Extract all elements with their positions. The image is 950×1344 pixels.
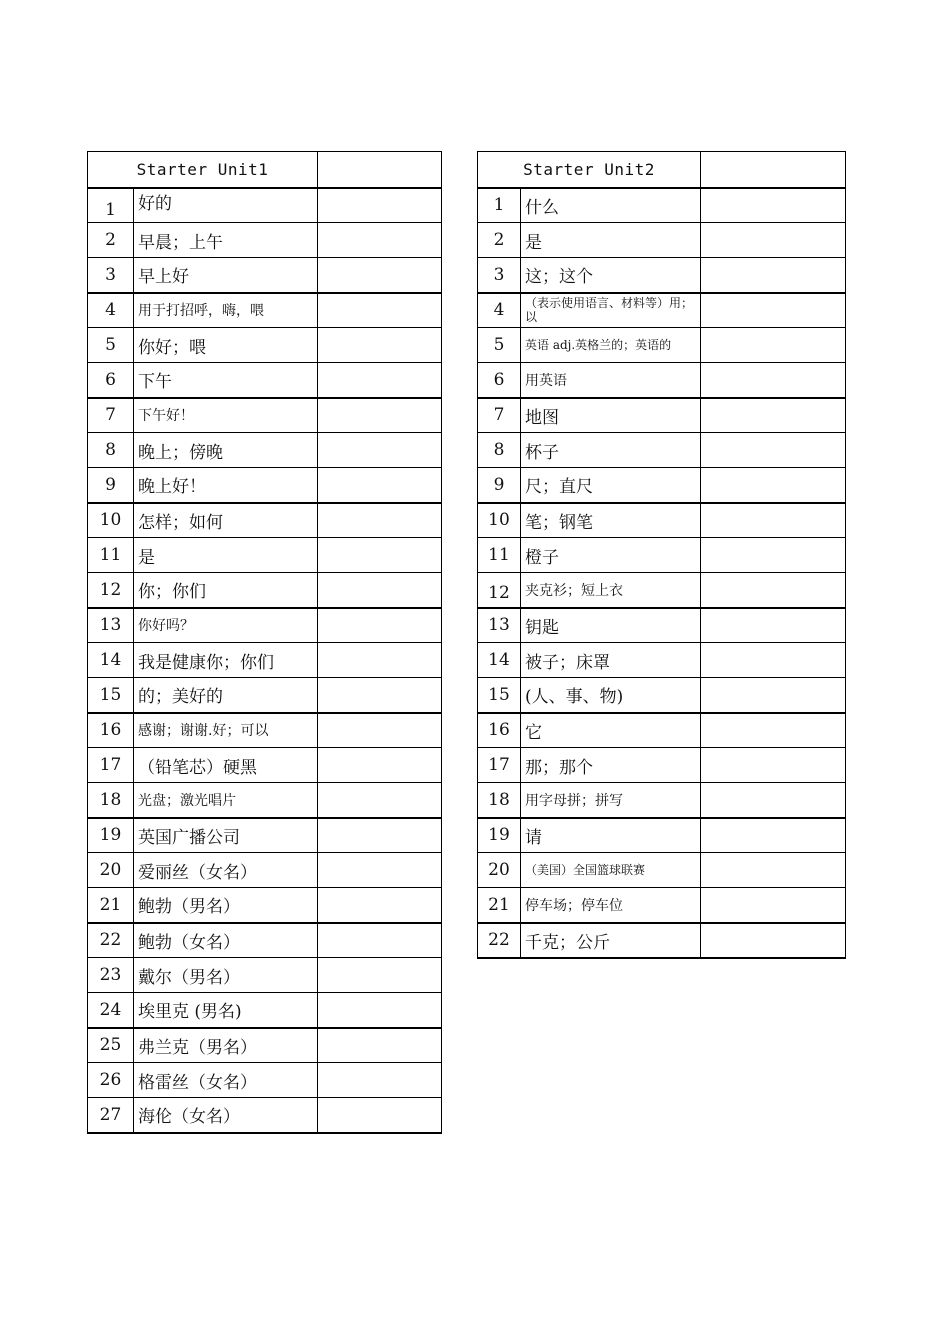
word-meaning: 鲍勃（男名） bbox=[134, 888, 318, 923]
answer-cell[interactable] bbox=[701, 643, 846, 678]
word-meaning: 地图 bbox=[521, 398, 701, 433]
table-row bbox=[88, 433, 442, 468]
table-row bbox=[88, 993, 442, 1028]
row-number: 6 bbox=[478, 363, 521, 398]
row-number: 26 bbox=[88, 1063, 134, 1098]
table-row bbox=[88, 503, 442, 538]
word-meaning: 埃里克 (男名) bbox=[134, 993, 318, 1028]
row-number: 3 bbox=[88, 258, 134, 293]
table-row bbox=[88, 608, 442, 643]
table-header-row bbox=[88, 152, 442, 188]
word-meaning: 你好吗？ bbox=[134, 608, 318, 643]
row-number: 21 bbox=[88, 888, 134, 923]
row-number: 5 bbox=[88, 328, 134, 363]
answer-cell[interactable] bbox=[318, 923, 442, 958]
row-number: 24 bbox=[88, 993, 134, 1028]
answer-cell[interactable] bbox=[318, 293, 442, 328]
table-row bbox=[88, 573, 442, 608]
row-number: 17 bbox=[88, 748, 134, 783]
answer-cell[interactable] bbox=[701, 152, 846, 188]
table-row bbox=[478, 818, 846, 853]
table-row bbox=[478, 923, 846, 958]
answer-cell[interactable] bbox=[318, 713, 442, 748]
unit-title: Starter Unit2 bbox=[478, 152, 701, 188]
word-meaning: 是 bbox=[521, 223, 701, 258]
table-row bbox=[478, 398, 846, 433]
word-meaning: (人、事、物) bbox=[521, 678, 701, 713]
word-meaning: 光盘；激光唱片 bbox=[134, 783, 318, 818]
answer-cell[interactable] bbox=[701, 818, 846, 853]
answer-cell[interactable] bbox=[318, 608, 442, 643]
table-row bbox=[88, 293, 442, 328]
table-row bbox=[478, 888, 846, 923]
row-number: 21 bbox=[478, 888, 521, 923]
row-number: 9 bbox=[88, 468, 134, 503]
row-number: 20 bbox=[478, 853, 521, 888]
answer-cell[interactable] bbox=[701, 433, 846, 468]
table-row bbox=[88, 188, 442, 223]
table-row bbox=[478, 538, 846, 573]
table-row bbox=[88, 853, 442, 888]
answer-cell[interactable] bbox=[318, 783, 442, 818]
word-meaning: 你好；喂 bbox=[134, 328, 318, 363]
row-number: 18 bbox=[88, 783, 134, 818]
table-row bbox=[478, 328, 846, 363]
answer-cell[interactable] bbox=[318, 258, 442, 293]
answer-cell[interactable] bbox=[318, 888, 442, 923]
answer-cell[interactable] bbox=[318, 993, 442, 1028]
table-row bbox=[88, 1063, 442, 1098]
word-meaning: 夹克衫；短上衣 bbox=[521, 573, 701, 608]
word-meaning: 你；你们 bbox=[134, 573, 318, 608]
word-meaning: 它 bbox=[521, 713, 701, 748]
word-meaning: 笔；钢笔 bbox=[521, 503, 701, 538]
row-number: 7 bbox=[478, 398, 521, 433]
word-meaning: 请 bbox=[521, 818, 701, 853]
answer-cell[interactable] bbox=[701, 328, 846, 363]
starter-unit1-table bbox=[87, 151, 442, 1134]
answer-cell[interactable] bbox=[318, 748, 442, 783]
starter-unit2-table bbox=[477, 151, 846, 959]
table-row bbox=[478, 433, 846, 468]
answer-cell[interactable] bbox=[701, 748, 846, 783]
word-meaning: 停车场；停车位 bbox=[521, 888, 701, 923]
word-meaning: 什么 bbox=[521, 188, 701, 223]
word-meaning: 是 bbox=[134, 538, 318, 573]
answer-cell[interactable] bbox=[701, 363, 846, 398]
table-row bbox=[478, 223, 846, 258]
answer-cell[interactable] bbox=[318, 398, 442, 433]
word-meaning: 感谢；谢谢.好；可以 bbox=[134, 713, 318, 748]
row-number: 8 bbox=[478, 433, 521, 468]
row-number: 22 bbox=[88, 923, 134, 958]
table-row bbox=[478, 678, 846, 713]
word-meaning: 早上好 bbox=[134, 258, 318, 293]
table-row bbox=[88, 748, 442, 783]
row-number: 1 bbox=[478, 188, 521, 223]
word-meaning: 钥匙 bbox=[521, 608, 701, 643]
answer-cell[interactable] bbox=[318, 853, 442, 888]
word-meaning: 爱丽丝（女名） bbox=[134, 853, 318, 888]
row-number: 18 bbox=[478, 783, 521, 818]
row-number: 8 bbox=[88, 433, 134, 468]
word-meaning: 用字母拼；拼写 bbox=[521, 783, 701, 818]
word-meaning: （铅笔芯）硬黑 bbox=[134, 748, 318, 783]
answer-cell[interactable] bbox=[701, 503, 846, 538]
answer-cell[interactable] bbox=[318, 573, 442, 608]
row-number: 4 bbox=[88, 293, 134, 328]
table-row bbox=[478, 258, 846, 293]
answer-cell[interactable] bbox=[318, 958, 442, 993]
word-meaning: 那；那个 bbox=[521, 748, 701, 783]
answer-cell[interactable] bbox=[318, 433, 442, 468]
row-number: 10 bbox=[88, 503, 134, 538]
word-meaning: 尺；直尺 bbox=[521, 468, 701, 503]
table-row bbox=[478, 188, 846, 223]
answer-cell[interactable] bbox=[318, 678, 442, 713]
table-row bbox=[88, 468, 442, 503]
row-number: 19 bbox=[88, 818, 134, 853]
answer-cell[interactable] bbox=[318, 538, 442, 573]
table-row bbox=[88, 223, 442, 258]
word-meaning: 晚上好！ bbox=[134, 468, 318, 503]
row-number: 27 bbox=[88, 1098, 134, 1133]
word-meaning: 格雷丝（女名） bbox=[134, 1063, 318, 1098]
row-number: 15 bbox=[478, 678, 521, 713]
answer-cell[interactable] bbox=[701, 608, 846, 643]
row-number: 11 bbox=[88, 538, 134, 573]
row-number: 9 bbox=[478, 468, 521, 503]
table-row bbox=[88, 888, 442, 923]
word-meaning: 下午 bbox=[134, 363, 318, 398]
word-meaning: 好的 bbox=[134, 188, 318, 223]
row-number: 11 bbox=[478, 538, 521, 573]
answer-cell[interactable] bbox=[318, 643, 442, 678]
table-row bbox=[88, 363, 442, 398]
row-number: 13 bbox=[478, 608, 521, 643]
row-number: 15 bbox=[88, 678, 134, 713]
row-number: 12 bbox=[88, 573, 134, 608]
table-row bbox=[478, 468, 846, 503]
row-number: 5 bbox=[478, 328, 521, 363]
table-row bbox=[88, 398, 442, 433]
answer-cell[interactable] bbox=[318, 468, 442, 503]
answer-cell[interactable] bbox=[701, 713, 846, 748]
row-number: 12 bbox=[478, 573, 521, 608]
row-number: 3 bbox=[478, 258, 521, 293]
word-meaning: 鲍勃（女名） bbox=[134, 923, 318, 958]
table-row bbox=[478, 783, 846, 818]
table-row bbox=[478, 293, 846, 328]
answer-cell[interactable] bbox=[701, 188, 846, 223]
answer-cell[interactable] bbox=[701, 293, 846, 328]
row-number: 20 bbox=[88, 853, 134, 888]
table-row bbox=[478, 853, 846, 888]
answer-cell[interactable] bbox=[318, 1098, 442, 1133]
table-row bbox=[88, 923, 442, 958]
table-row bbox=[478, 363, 846, 398]
unit-title: Starter Unit1 bbox=[88, 152, 318, 188]
row-number: 17 bbox=[478, 748, 521, 783]
word-meaning: 的；美好的 bbox=[134, 678, 318, 713]
answer-cell[interactable] bbox=[701, 923, 846, 958]
word-meaning: 千克；公斤 bbox=[521, 923, 701, 958]
answer-cell[interactable] bbox=[318, 328, 442, 363]
answer-cell[interactable] bbox=[701, 783, 846, 818]
answer-cell[interactable] bbox=[701, 398, 846, 433]
table-row bbox=[88, 258, 442, 293]
answer-cell[interactable] bbox=[701, 258, 846, 293]
answer-cell[interactable] bbox=[701, 223, 846, 258]
row-number: 23 bbox=[88, 958, 134, 993]
word-meaning: 下午好！ bbox=[134, 398, 318, 433]
answer-cell[interactable] bbox=[318, 188, 442, 223]
row-number: 14 bbox=[478, 643, 521, 678]
row-number: 4 bbox=[478, 293, 521, 328]
row-number: 19 bbox=[478, 818, 521, 853]
word-meaning: 晚上；傍晚 bbox=[134, 433, 318, 468]
answer-cell[interactable] bbox=[318, 818, 442, 853]
table-row bbox=[88, 678, 442, 713]
table-row bbox=[88, 328, 442, 363]
word-meaning: 英语 adj.英格兰的；英语的 bbox=[521, 328, 701, 363]
word-meaning: 戴尔（男名） bbox=[134, 958, 318, 993]
row-number: 16 bbox=[88, 713, 134, 748]
word-meaning: 被子；床罩 bbox=[521, 643, 701, 678]
row-number: 13 bbox=[88, 608, 134, 643]
word-meaning: 海伦（女名） bbox=[134, 1098, 318, 1133]
table-row bbox=[88, 818, 442, 853]
table-row bbox=[478, 748, 846, 783]
word-meaning: 这；这个 bbox=[521, 258, 701, 293]
answer-cell[interactable] bbox=[701, 853, 846, 888]
row-number: 2 bbox=[88, 223, 134, 258]
table-row bbox=[88, 783, 442, 818]
word-meaning: 用英语 bbox=[521, 363, 701, 398]
row-number: 14 bbox=[88, 643, 134, 678]
table-row bbox=[478, 573, 846, 608]
answer-cell[interactable] bbox=[701, 468, 846, 503]
row-number: 25 bbox=[88, 1028, 134, 1063]
word-meaning: 橙子 bbox=[521, 538, 701, 573]
table-row bbox=[88, 1098, 442, 1133]
table-row bbox=[88, 713, 442, 748]
table-row bbox=[88, 1028, 442, 1063]
answer-cell[interactable] bbox=[701, 678, 846, 713]
table-row bbox=[88, 958, 442, 993]
word-meaning: 怎样；如何 bbox=[134, 503, 318, 538]
word-meaning: 杯子 bbox=[521, 433, 701, 468]
word-meaning: 我是健康你；你们 bbox=[134, 643, 318, 678]
word-meaning: 用于打招呼，嗨，喂 bbox=[134, 293, 318, 328]
row-number: 10 bbox=[478, 503, 521, 538]
word-meaning: 英国广播公司 bbox=[134, 818, 318, 853]
row-number: 16 bbox=[478, 713, 521, 748]
table-row bbox=[478, 503, 846, 538]
answer-cell[interactable] bbox=[701, 888, 846, 923]
table-row bbox=[88, 643, 442, 678]
row-number: 7 bbox=[88, 398, 134, 433]
word-meaning: （表示使用语言、材料等）用；以 bbox=[521, 293, 701, 328]
row-number: 2 bbox=[478, 223, 521, 258]
answer-cell[interactable] bbox=[318, 1028, 442, 1063]
answer-cell[interactable] bbox=[318, 152, 442, 188]
row-number: 1 bbox=[88, 188, 134, 223]
table-row bbox=[478, 713, 846, 748]
answer-cell[interactable] bbox=[318, 1063, 442, 1098]
word-meaning: 早晨；上午 bbox=[134, 223, 318, 258]
table-row bbox=[478, 608, 846, 643]
word-meaning: 弗兰克（男名） bbox=[134, 1028, 318, 1063]
table-row bbox=[478, 643, 846, 678]
row-number: 6 bbox=[88, 363, 134, 398]
table-header-row bbox=[478, 152, 846, 188]
answer-cell[interactable] bbox=[318, 223, 442, 258]
table-row bbox=[88, 538, 442, 573]
answer-cell[interactable] bbox=[318, 363, 442, 398]
word-meaning: （美国）全国篮球联赛 bbox=[521, 853, 701, 888]
answer-cell[interactable] bbox=[318, 503, 442, 538]
answer-cell[interactable] bbox=[701, 573, 846, 608]
answer-cell[interactable] bbox=[701, 538, 846, 573]
row-number: 22 bbox=[478, 923, 521, 958]
